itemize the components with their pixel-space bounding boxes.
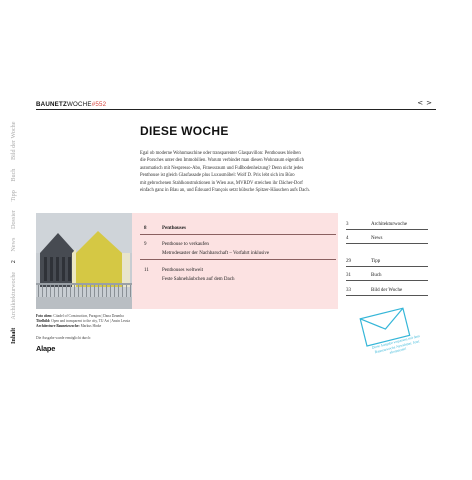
section-divider <box>346 266 428 267</box>
side-nav-item-dossier[interactable]: Dossier <box>10 210 17 230</box>
section-link-tipp[interactable] <box>346 259 428 269</box>
toc-item-subtitle: Metrodesaster der Nachbarschaft – Vorfahrt inklusive <box>162 251 270 256</box>
sponsor-logo[interactable]: Alape <box>36 344 56 353</box>
intro-line: Egal ob moderne Wohnmaschine oder transparenter Glaspavillon: Penthouses bleiben <box>140 151 301 156</box>
header-divider <box>36 109 436 110</box>
section-label: Tipp <box>371 259 381 264</box>
intro-text <box>140 150 346 194</box>
penthouse-illustration <box>36 213 132 309</box>
section-link-bild-der-woche[interactable] <box>346 288 428 298</box>
side-nav-item-tipp[interactable]: Tipp <box>10 190 17 202</box>
section-divider <box>346 280 428 281</box>
side-nav-item-page[interactable]: 2 <box>10 260 17 264</box>
section-num: 3 <box>346 222 349 227</box>
section-divider <box>346 243 428 244</box>
side-nav-item-news[interactable]: News <box>10 237 17 252</box>
toc-divider <box>140 259 336 260</box>
photo-credits <box>36 314 236 330</box>
toc-item-num: 8 <box>144 226 147 231</box>
side-nav <box>10 114 17 344</box>
intro-line: die Porsches unter den Immobilien. Warum verbindet man diesen Wohnraum eigentlich <box>140 158 305 164</box>
section-num: 33 <box>346 288 351 293</box>
toc-divider <box>140 234 336 235</box>
section-link-buch[interactable] <box>346 273 428 283</box>
newsletter-text: Diese Ausgabe verpassen mit dem Baunetzwoche Newsletter, Jetzt abonnieren! <box>371 334 421 355</box>
page-title: DIESE WOCHE <box>140 124 229 138</box>
page-nav <box>414 99 432 107</box>
intro-line: automatisch mit Nespresso-Abo, Fitnessraum und Fußbodenheizung? Denn nicht jedes <box>140 165 304 171</box>
intro-line: Penthouse ist gleich Glasfassade plus Luxusmöbel: Wolf D. Prix lebt sich im Büro <box>140 173 295 179</box>
credit-text: Open and transparent to the city, TU Art | Ansin Lessia <box>51 319 130 324</box>
section-num: 29 <box>346 259 351 264</box>
newsletter-stamp[interactable] <box>346 299 437 378</box>
section-label: News <box>371 236 383 241</box>
section-label: Bild der Woche <box>371 288 403 293</box>
toc-item-num: 11 <box>144 268 149 273</box>
intro-line: einfach ganz in Blau an, und Édouard François setzt hübsche Spitzer-Häuschen aufs Dach. <box>140 188 310 194</box>
credit-label: Titelbild: <box>36 319 51 324</box>
side-nav-item-architekturwoche[interactable]: Archiktekturwoche <box>10 271 17 320</box>
brand-bold: BAUNETZ <box>36 101 67 108</box>
side-nav-item-buch[interactable]: Buch <box>10 168 17 182</box>
section-num: 31 <box>346 273 351 278</box>
sponsor-note: Die Ausgabe wurde ermöglicht durch: <box>36 336 91 340</box>
toc-item-subtitle: Feste Sahnehäubchen auf dem Dach <box>162 277 235 282</box>
section-divider <box>346 229 428 230</box>
section-link-architekturwoche[interactable] <box>346 222 428 232</box>
brand-logo[interactable] <box>36 101 106 108</box>
toc-item-title: Penthouse to verkaufen <box>162 242 209 247</box>
credit-text: Markus Hinke <box>80 324 102 329</box>
section-label: Architekturwoche <box>371 222 408 227</box>
section-divider <box>346 295 428 296</box>
credit-line <box>36 324 236 329</box>
toc-item-title: Penthouses <box>162 226 186 231</box>
section-label: Buch <box>371 273 382 278</box>
issue-number: #552 <box>91 101 107 108</box>
section-num: 4 <box>346 236 349 241</box>
credit-label: Architecture Baunetzwoche: <box>36 324 80 329</box>
intro-line: mit gebrochenen Stahlkonstruktionen in Wien aus, MVRDV streichen ihr Dächer-Dorf <box>140 180 303 186</box>
side-nav-item-bild-der-woche[interactable]: Bild der Woche <box>10 121 17 161</box>
section-link-news[interactable] <box>346 236 428 246</box>
next-page-icon[interactable]: > <box>426 99 432 107</box>
credit-text: Citadel of Construction, Paragon | Dana Dzamba <box>53 314 124 318</box>
side-nav-item-inhalt[interactable]: Inhalt <box>10 327 17 344</box>
toc-item-title: Penthouses weltweit <box>162 268 203 273</box>
cover-photo[interactable] <box>36 213 132 309</box>
prev-page-icon[interactable]: < <box>417 99 424 107</box>
toc-item-num: 9 <box>144 242 147 247</box>
credit-label: Foto oben: <box>36 314 53 318</box>
magazine-header <box>36 98 436 112</box>
brand-light: WOCHE <box>66 101 92 108</box>
